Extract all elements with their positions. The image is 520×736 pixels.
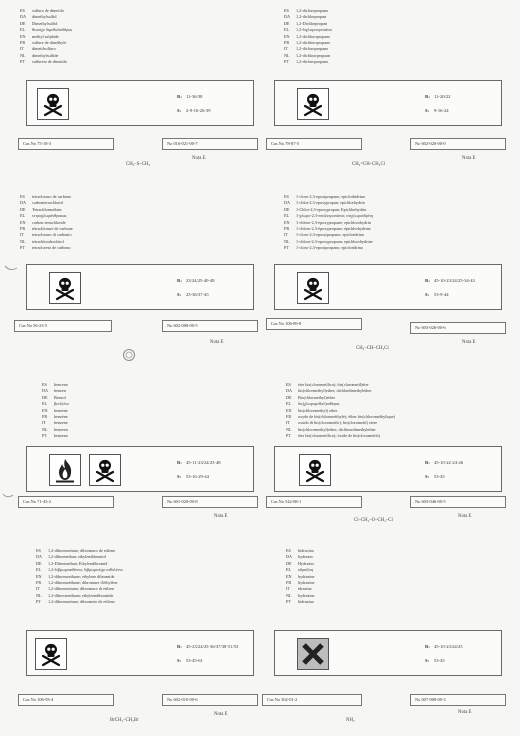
name-text: bis(chlormethyl)ether; dichlordimethylether <box>298 388 372 394</box>
name-text: benzene <box>54 407 68 413</box>
name-text: benzeno <box>54 433 68 439</box>
name-text: carbon tetrachloride <box>32 219 66 225</box>
skull-crossbones-icon <box>36 639 66 669</box>
lang-code: EL <box>36 567 42 573</box>
lang-code: DA <box>284 200 291 206</box>
lang-code: NL <box>20 52 26 58</box>
lang-code: PT <box>286 433 291 439</box>
formula-line: BrCH₂–CH₂Br <box>110 718 139 723</box>
name-text: 1,2-dibroomethaan; ethyleendibromide <box>48 592 114 598</box>
toxic-symbol <box>37 88 69 120</box>
panel-7 <box>262 548 512 724</box>
name-text: 1,2-διχλωροπροπάνιο <box>296 27 333 33</box>
name-text: 1,2-dichlorpropan <box>296 14 327 20</box>
index-number: No 016-021-00-7 <box>162 138 258 150</box>
skull-crossbones-icon <box>50 273 80 303</box>
name-text: hydrazine <box>298 580 315 586</box>
name-text: dimethylsulfid <box>32 14 57 20</box>
hazard-box <box>26 264 254 310</box>
lang-code: ES <box>286 382 291 387</box>
lang-code: DA <box>284 14 291 20</box>
name-text: θειούχο διμεθυλαιθέρας <box>32 27 73 33</box>
name-text: bis(chloromethyl) ether <box>298 407 338 413</box>
s-value: 9-16-24 <box>434 108 449 113</box>
lang-code: EL <box>284 213 290 219</box>
name-text: tétrachlorure de carbone <box>32 226 73 232</box>
name-text: hidracina <box>298 548 314 553</box>
name-text: 1,2-διβρωμοαιθάνιο; διβρωμιούχο αιθυλένιο <box>48 567 123 573</box>
panel-6 <box>14 548 264 724</box>
name-text: hydrazine <box>298 592 315 598</box>
name-text: sulfure de diméthyle <box>32 40 67 46</box>
name-text: sulfureto de dimetilo <box>32 59 67 65</box>
lang-code: EL <box>42 401 48 407</box>
s-phrases: S: 53-45 <box>425 658 445 663</box>
name-text: 1,2-Dibromethan; Ethylendibromid <box>48 560 108 566</box>
lang-code: DE <box>20 20 26 26</box>
lang-code: PT <box>284 245 289 251</box>
lang-code: NL <box>284 52 290 58</box>
hazard-box <box>26 630 254 676</box>
index-number: No 601-020-00-8 <box>162 496 258 508</box>
r-phrases: R: 45-10-23/24/25-34-43 <box>425 278 475 283</box>
toxic-symbol <box>89 454 121 486</box>
lang-code: EN <box>42 407 48 413</box>
name-text: 1-chloro-2,3-époxypropane; épichlorhydrine <box>296 226 371 232</box>
skull-crossbones-icon <box>90 455 120 485</box>
lang-code: IT <box>20 46 24 52</box>
name-text: 1-chlor-2,3-epoxypropan; epichlorhydrin <box>296 200 365 206</box>
s-phrases: S: 53-16-29-44 <box>177 474 209 479</box>
name-text: tetrachloorkoolstof <box>32 238 64 244</box>
toxic-symbol <box>49 272 81 304</box>
name-text: Tetrachlormethan <box>32 206 62 212</box>
r-phrases: R: 45-10-22-24-26 <box>425 460 464 465</box>
panel-3 <box>262 194 512 354</box>
name-text: bis(chloormethyl)ether; dichloordimethylether <box>298 426 376 432</box>
skull-crossbones-icon <box>38 89 68 119</box>
s-phrases: S: 9-16-24 <box>425 108 449 113</box>
name-text: 1,2-dichloropropane <box>296 33 331 39</box>
lang-code: FR <box>36 580 42 586</box>
nota: Nota E <box>462 156 476 161</box>
nota: Nota E <box>210 340 224 345</box>
hazard-box <box>26 446 254 492</box>
lang-code: EN <box>284 33 290 39</box>
lang-code: DE <box>284 20 290 26</box>
index-number: No 007-008-00-3 <box>410 694 506 706</box>
name-text: 1,2-Dichlorpropan <box>296 20 328 26</box>
lang-code: FR <box>20 226 26 232</box>
lang-code: EN <box>286 407 292 413</box>
lang-code: NL <box>286 592 292 598</box>
lang-code: EL <box>284 27 290 33</box>
scan-hole-mark <box>122 348 136 362</box>
lang-code: DE <box>286 560 292 566</box>
cas-number: Cas No 302-01-2 <box>262 694 362 706</box>
structural-formula <box>352 162 385 167</box>
lang-code: DA <box>36 554 43 560</box>
flammable-symbol <box>49 454 81 486</box>
lang-code: DE <box>284 206 290 212</box>
cas-number: Cas No 56-23-5 <box>14 320 112 332</box>
name-text: dimetilsolfuro <box>32 46 56 52</box>
toxic-symbol <box>297 272 329 304</box>
structural-formula <box>356 346 389 351</box>
lang-code: IT <box>42 420 46 426</box>
s-value: 53-16-29-44 <box>186 474 209 479</box>
skull-crossbones-icon <box>298 273 328 303</box>
r-phrases: R: 45-10-23/24/25 <box>425 644 463 649</box>
skull-crossbones-icon <box>298 89 328 119</box>
formula-line: CH₃–S–CH₃ <box>126 162 151 167</box>
r-value: 11-20/22 <box>434 94 451 99</box>
r-phrases: R: 11-36/38 <box>177 94 203 99</box>
lang-code: DA <box>20 200 27 206</box>
index-number: No 602-010-00-6 <box>162 694 258 706</box>
index-number: No 603-046-00-5 <box>410 496 506 508</box>
s-phrases: S: 53-9-44 <box>425 292 449 297</box>
nota: Nota E <box>214 712 228 717</box>
lang-code: DE <box>36 560 42 566</box>
lang-code: DE <box>286 394 292 400</box>
lang-code: PT <box>42 433 47 439</box>
name-text: tetracloreto de carbono <box>32 245 71 251</box>
cross-icon <box>298 639 328 669</box>
name-text: 1,2-dichloropropane <box>296 40 331 46</box>
nota: Nota E <box>462 340 476 345</box>
name-text: δις(χλωρομεθυλ)αιθέρας <box>298 401 340 407</box>
s-phrases: S: 23-36/37-45 <box>177 292 209 297</box>
index-number: No 602-020-00-0 <box>410 138 506 150</box>
lang-code: EN <box>286 573 292 579</box>
r-phrases: R: 11-20/22 <box>425 94 451 99</box>
name-text: 1,2-dicloropropano <box>296 59 329 65</box>
lang-code: PT <box>20 245 25 251</box>
lang-code: PT <box>20 59 25 65</box>
s-phrases: S: 2-9-16-26-39 <box>177 108 211 113</box>
name-text: 1-cloro-2,3-epoxipropano; epiclorhidrina <box>296 194 365 199</box>
lang-code: DA <box>286 388 293 394</box>
lang-code: DE <box>20 206 26 212</box>
names-list <box>284 194 520 252</box>
name-row <box>284 59 520 65</box>
hazard-box <box>274 264 502 310</box>
harmful-symbol <box>297 638 329 670</box>
panel-2 <box>14 194 264 354</box>
name-row <box>286 599 520 605</box>
r-value: 45-10-23/24/25-34-43 <box>434 278 475 283</box>
name-text: 1,2-dibromethan; ethylendibromid <box>48 554 106 560</box>
lang-code: EL <box>20 27 26 33</box>
lang-code: ES <box>20 8 25 13</box>
structural-formula <box>126 162 150 167</box>
lang-code: NL <box>20 238 26 244</box>
structural-formula <box>346 718 355 723</box>
name-text: Hydrazin <box>298 560 314 566</box>
name-text: 1,2-dibromoetano; dibromuro de etileno <box>48 548 116 553</box>
lang-code: EN <box>284 219 290 225</box>
s-value: 53-45 <box>434 474 445 479</box>
name-text: tetracloruro di carbonio <box>32 232 72 238</box>
s-value: 53-45 <box>434 658 445 663</box>
toxic-symbol <box>299 454 331 486</box>
lang-code: FR <box>286 414 292 420</box>
lang-code: IT <box>284 232 288 238</box>
r-value: 23/24/25-40-48 <box>186 278 215 283</box>
name-text: 1,2-dibromoéthane; dibromure d'éthylène <box>48 580 118 586</box>
lang-code: EL <box>20 213 26 219</box>
hazard-box <box>274 80 502 126</box>
lang-code: EN <box>20 33 26 39</box>
lang-code: NL <box>286 426 292 432</box>
name-text: benzene <box>54 420 68 426</box>
name-text: 1,2-dibromoethane; ethylene dibromide <box>48 573 115 579</box>
name-text: éter bis(clorometílico); bis(clorometil)éter <box>298 382 369 387</box>
skull-crossbones-icon <box>300 455 330 485</box>
name-text: methyl sulphide <box>32 33 59 39</box>
hazard-box <box>274 630 502 676</box>
lang-code: IT <box>20 232 24 238</box>
name-text: 1-cloro-2,3-epossipropano; epicloridrina <box>296 232 364 238</box>
cas-number: Cas No 106-89-8 <box>266 318 362 330</box>
toxic-symbol <box>297 88 329 120</box>
lang-code: DA <box>286 554 293 560</box>
r-value: 45-10-23/24/25 <box>434 644 463 649</box>
name-row <box>20 59 270 65</box>
s-value: 2-9-16-26-39 <box>186 108 211 113</box>
cas-number: Cas No 78-87-5 <box>266 138 362 150</box>
name-text: 1-Chlor-2,3-epoxypropan; Epichlorhydrin <box>296 206 367 212</box>
r-phrases: R: 45-23/24/25-36/37/38-51/53 <box>177 644 239 649</box>
panel-1 <box>262 8 512 167</box>
scan-smudge-mark <box>2 492 14 500</box>
lang-code: ES <box>286 548 291 553</box>
name-text: 1,2-dicloropropano <box>296 46 329 52</box>
lang-code: ES <box>20 194 25 199</box>
r-phrases: R: 23/24/25-40-48 <box>177 278 215 283</box>
cas-number: Cas No 75-18-3 <box>18 138 114 150</box>
flame-icon <box>50 455 80 485</box>
name-text: idrazina <box>298 586 312 592</box>
lang-code: IT <box>286 586 290 592</box>
name-text: ossido di bis(clorometile); bis(clorometil) etere <box>298 420 378 426</box>
cas-number: Cas No 71-43-2 <box>18 496 114 508</box>
lang-code: PT <box>284 59 289 65</box>
s-phrases: S: 53-45 <box>425 474 445 479</box>
lang-code: FR <box>286 580 292 586</box>
toxic-symbol <box>35 638 67 670</box>
name-text: 1,2-dibromoetano; dibrometo de etileno <box>48 599 115 605</box>
name-text: benzeen <box>54 426 68 432</box>
panel-0 <box>14 8 264 167</box>
hazard-box <box>26 80 254 126</box>
s-phrases: S: 53-45-61 <box>177 658 203 663</box>
lang-code: EL <box>286 401 292 407</box>
lang-code: EN <box>20 219 26 225</box>
name-text: hydrazin <box>298 554 313 560</box>
lang-code: ES <box>36 548 41 553</box>
lang-code: DE <box>42 394 48 400</box>
name-text: 1-χλωρο-2,3-εποξυπροπάνιο; επιχλωροϋδρίνη <box>296 213 374 219</box>
names-list <box>42 382 292 440</box>
lang-code: IT <box>36 586 40 592</box>
name-text: 1-chloro-2,3-epoxypropane; epichlorohydrin <box>296 219 371 225</box>
nota: Nota E <box>192 156 206 161</box>
cas-number: Cas No 106-93-4 <box>18 694 114 706</box>
name-text: 1,2-dicloropropano <box>296 8 329 13</box>
index-number: No 603-026-00-6 <box>410 322 506 334</box>
name-text: hidrazina <box>298 599 314 605</box>
name-text: éter bis(clorometílico); óxido de bis(clorometilo) <box>298 433 381 439</box>
lang-code: NL <box>36 592 42 598</box>
name-text: oxyde de bis(chlorométhyle); éther bis(chlorométhylique) <box>298 414 395 420</box>
name-row <box>286 433 520 439</box>
names-list <box>20 194 270 252</box>
name-text: tetracloruro de carbono <box>32 194 72 199</box>
r-value: 11-36/38 <box>186 94 203 99</box>
s-value: 53-45-61 <box>186 658 203 663</box>
lang-code: ES <box>284 8 289 13</box>
hazard-box <box>274 446 502 492</box>
nota: Nota E <box>214 514 228 519</box>
lang-code: PT <box>286 599 291 605</box>
name-row <box>20 245 270 251</box>
name-text: Benzol <box>54 394 66 400</box>
name-text: υδραζίνη <box>298 567 314 573</box>
s-value: 23-36/37-45 <box>186 292 209 297</box>
name-row <box>284 245 520 251</box>
lang-code: FR <box>42 414 48 420</box>
nota: Nota E <box>458 514 472 519</box>
scan-smudge-mark <box>4 264 18 272</box>
lang-code: DA <box>20 14 27 20</box>
name-text: 1,2-dichloorpropaan <box>296 52 331 58</box>
names-list <box>36 548 286 606</box>
name-text: βενζόλιο <box>54 401 69 407</box>
names-list <box>20 8 270 66</box>
formula-line: CH₂=CH–CH₂Cl <box>352 162 385 167</box>
nota-d: Nota E <box>458 710 472 715</box>
name-text: 1-chloor-2,3-epoxypropaan; epichloorhydrine <box>296 238 373 244</box>
name-text: 1-cloro-2,3-epoxipropano; epicloridrina <box>296 245 363 251</box>
names-list <box>286 382 520 440</box>
r-phrases: R: 45-11-23/24/25-48 <box>177 460 221 465</box>
name-text: benzen <box>54 388 66 394</box>
lang-code: FR <box>20 40 26 46</box>
r-value: 45-10-22-24-26 <box>434 460 464 465</box>
panel-4 <box>14 382 264 532</box>
formula-line: CH₂–CH–CH₂Cl <box>356 346 389 351</box>
name-text: 1,2-dibromoetano; dibromuro di etilene <box>48 586 115 592</box>
lang-code: FR <box>284 226 290 232</box>
lang-code: ES <box>284 194 289 199</box>
lang-code: IT <box>286 420 290 426</box>
cas-number: Cas No 542-88-1 <box>266 496 362 508</box>
name-text: sulfuro de dimetilo <box>32 8 64 13</box>
formula-line: NH₂ <box>346 718 355 723</box>
name-row <box>36 599 286 605</box>
name-text: dimethylsulfide <box>32 52 59 58</box>
index-number: No 602-008-00-5 <box>162 320 258 332</box>
panel-5 <box>262 382 512 532</box>
lang-code: IT <box>284 46 288 52</box>
formula-line: Cl–CH₂–O–CH₂–Cl <box>354 518 393 523</box>
name-row <box>42 433 292 439</box>
name-text: carbontetrachlorid <box>32 200 63 206</box>
structural-formula <box>110 718 139 723</box>
lang-code: PT <box>36 599 41 605</box>
name-text: hydrazine <box>298 573 315 579</box>
name-text: τετραχλωράνθρακας <box>32 213 67 219</box>
lang-code: EL <box>286 567 292 573</box>
lang-code: EN <box>36 573 42 579</box>
name-text: benzène <box>54 414 68 420</box>
name-text: Dimethylsulfid <box>32 20 58 26</box>
name-text: benceno <box>54 382 68 387</box>
r-value: 45-11-23/24/25-48 <box>186 460 221 465</box>
names-list <box>284 8 520 66</box>
lang-code: FR <box>284 40 290 46</box>
lang-code: ES <box>42 382 47 387</box>
structural-formula <box>354 518 393 523</box>
lang-code: NL <box>42 426 48 432</box>
lang-code: DA <box>42 388 49 394</box>
lang-code: NL <box>284 238 290 244</box>
name-text: Bis(chlormethyl)ether <box>298 394 335 400</box>
names-list <box>286 548 520 606</box>
r-value: 45-23/24/25-36/37/38-51/53 <box>186 644 239 649</box>
s-value: 53-9-44 <box>434 292 449 297</box>
